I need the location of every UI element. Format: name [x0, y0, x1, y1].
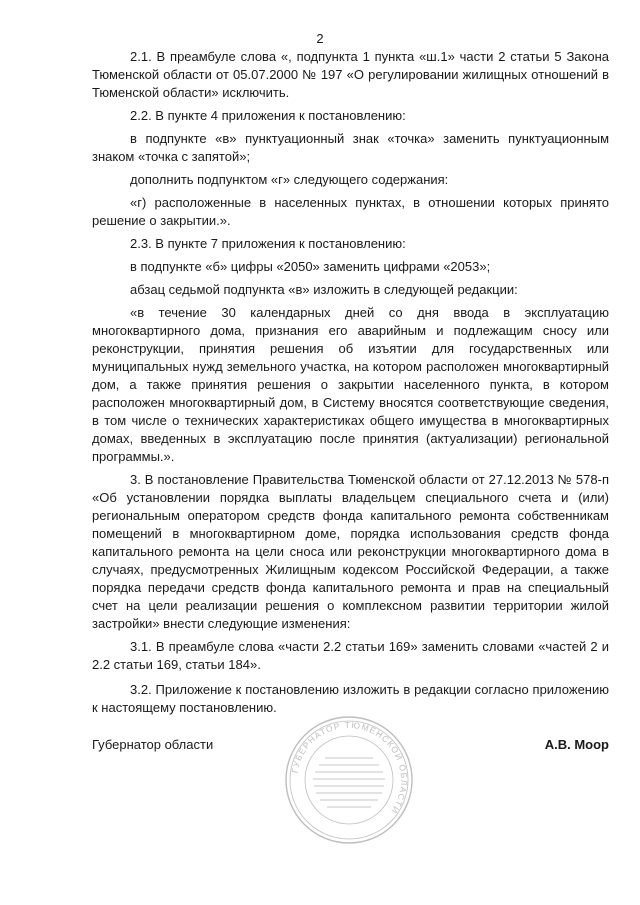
- paragraph-2-2-b: дополнить подпунктом «г» следующего содержания:: [130, 172, 449, 187]
- paragraph-2-3-a: в подпункте «б» цифры «2050» заменить цифрами «2053»;: [130, 259, 491, 274]
- signatory-name: А.В. Моор: [544, 737, 609, 752]
- paragraph-2-3-b: абзац седьмой подпункта «в» изложить в следующей редакции:: [130, 282, 518, 297]
- page-number: 2: [316, 31, 324, 46]
- paragraph-3-2: 3.2. Приложение к постановлению изложить в редакции согласно приложению к настоящему постановлению.: [92, 682, 609, 715]
- paragraph-2-3-quote: «в течение 30 календарных дней со дня ввода в эксплуатацию многоквартирного дома, признания его аварийным и подлежащим сносу или реконструкции, принятия решения об изъятии для государственных или муниципальных нужд земельного участка, на котором расположен многоквартирный дом, а также принятия решения о закрытии населенного пункта, в котором расположен многоквартирный дом, в Систему вносятся соответствующие сведения, в том числе о технических характеристиках общего имущества в многоквартирных домах, введенных в эксплуатацию после принятия (актуализации) региональной программы.».: [92, 305, 609, 464]
- paragraph-3: 3. В постановление Правительства Тюменской области от 27.12.2013 № 578-п «Об установлении порядка выплаты владельцем специального счета и (или) региональным оператором средств фонда капитального ремонта собственникам помещений в многоквартирном доме, порядка использования средств фонда капитального ремонта на цели сноса или реконструкции многоквартирного дома в случаях, предусмотренных Жилищным кодексом Российской Федерации, а также порядка передачи средств фонда капитального ремонта и прав на специальный счет на цели реализации решения о комплексном развитии территории жилой застройки» внести следующие изменения:: [92, 472, 609, 631]
- paragraph-3-1: 3.1. В преамбуле слова «части 2.2 статьи 169» заменить словами «частей 2 и 2.2 статьи 169, статьи 184».: [92, 639, 609, 672]
- paragraph-2-2: 2.2. В пункте 4 приложения к постановлению:: [130, 108, 406, 123]
- paragraph-2-2-a: в подпункте «в» пунктуационный знак «точка» заменить пунктуационным знаком «точка с запятой»;: [92, 131, 609, 164]
- official-seal-icon: [283, 714, 415, 846]
- seal-ring-text: ГУБЕРНАТОР ТЮМЕНСКОЙ ОБЛАСТИ: [289, 719, 410, 817]
- paragraph-2-3: 2.3. В пункте 7 приложения к постановлению:: [130, 236, 406, 251]
- signatory-title: Губернатор области: [92, 737, 214, 752]
- paragraph-2-1: 2.1. В преамбуле слова «, подпункта 1 пункта «ш.1» части 2 статьи 5 Закона Тюменской области от 05.07.2000 № 197 «О регулировании жилищных отношений в Тюменской области» исключить.: [92, 49, 609, 100]
- document-body: [92, 48, 609, 722]
- paragraph-2-2-quote: «г) расположенные в населенных пунктах, в отношении которых принято решение о закрытии.».: [92, 195, 609, 228]
